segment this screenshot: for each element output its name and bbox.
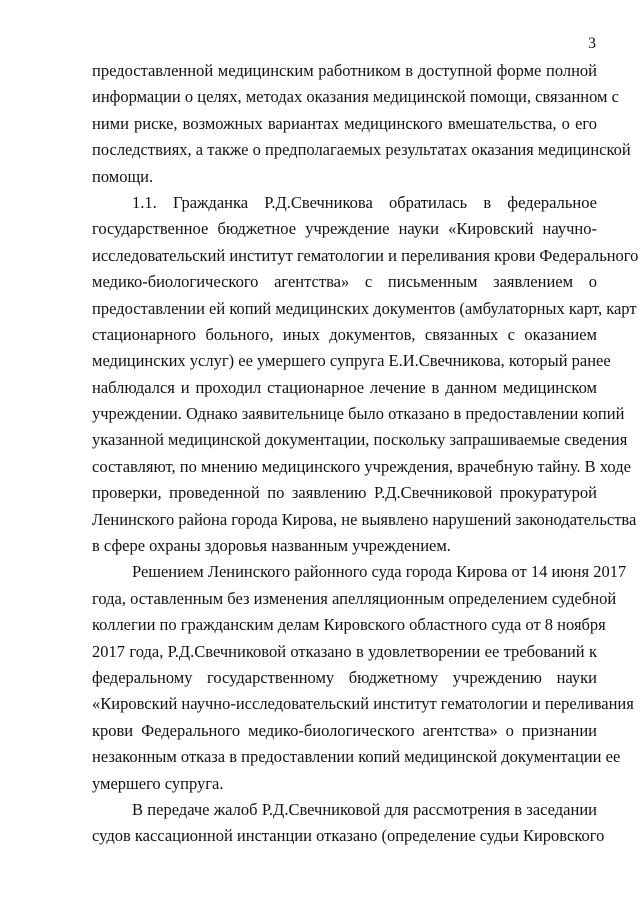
text-line: учреждении. Однако заявительнице было отказано в предоставлении копий [92,404,625,424]
text-line: составляют, по мнению медицинского учреждения, врачебную тайну. В ходе [92,456,631,476]
text-line: государственное бюджетное учреждение науки «Кировский научно- [92,219,597,239]
text-line: медико-биологического агентства» с письменным заявлением о [92,272,597,292]
text-line: наблюдался и проходил стационарное лечение в данном медицинском [92,377,597,397]
text-line: Ленинского района города Кирова, не выявлено нарушений законодательства [92,509,637,529]
text-line: федеральному государственному бюджетному учреждению науки [92,667,597,687]
text-line: 1.1. Гражданка Р.Д.Свечникова обратилась в федеральное [132,192,597,212]
text-line: в сфере охраны здоровья названным учреждением. [92,536,451,556]
text-line: 2017 года, Р.Д.Свечниковой отказано в удовлетворении ее требований к [92,641,597,661]
text-line: помощи. [92,166,154,186]
text-line: незаконным отказа в предоставлении копий медицинской документации ее [92,747,621,767]
text-line: стационарного больного, иных документов, связанных с оказанием [92,324,597,344]
text-line: медицинских услуг) ее умершего супруга Е.И.Свечникова, который ранее [92,351,611,371]
text-line: информации о целях, методах оказания медицинской помощи, связанном с [92,87,619,107]
document-body [92,58,639,850]
page-number: 3 [588,35,596,52]
text-line: Решением Ленинского районного суда города Кирова от 14 июня 2017 [132,562,627,582]
text-line: судов кассационной инстанции отказано (определение судьи Кировского [92,826,605,846]
text-line: В передаче жалоб Р.Д.Свечниковой для рассмотрения в заседании [132,799,597,819]
text-line: последствиях, а также о предполагаемых результатах оказания медицинской [92,140,631,160]
text-line: указанной медицинской документации, поскольку запрашиваемые сведения [92,430,628,450]
text-line: предоставлении ей копий медицинских документов (амбулаторных карт, карт [92,298,637,318]
text-line: коллегии по гражданским делам Кировского областного суда от 8 ноября [92,615,606,635]
text-line: года, оставленным без изменения апелляционным определением судебной [92,588,617,608]
text-line: предоставленной медицинским работником в доступной форме полной [92,61,597,80]
text-line: ними риске, возможных вариантах медицинского вмешательства, о его [92,113,597,133]
text-line: «Кировский научно-исследовательский институт гематологии и переливания [92,694,634,714]
text-line: крови Федерального медико-биологического агентства» о признании [92,720,597,740]
text-line: проверки, проведенной по заявлению Р.Д.Свечниковой прокуратурой [92,483,597,503]
text-line: исследовательский институт гематологии и переливания крови Федерального [92,245,639,265]
text-line: умершего супруга. [92,773,224,793]
